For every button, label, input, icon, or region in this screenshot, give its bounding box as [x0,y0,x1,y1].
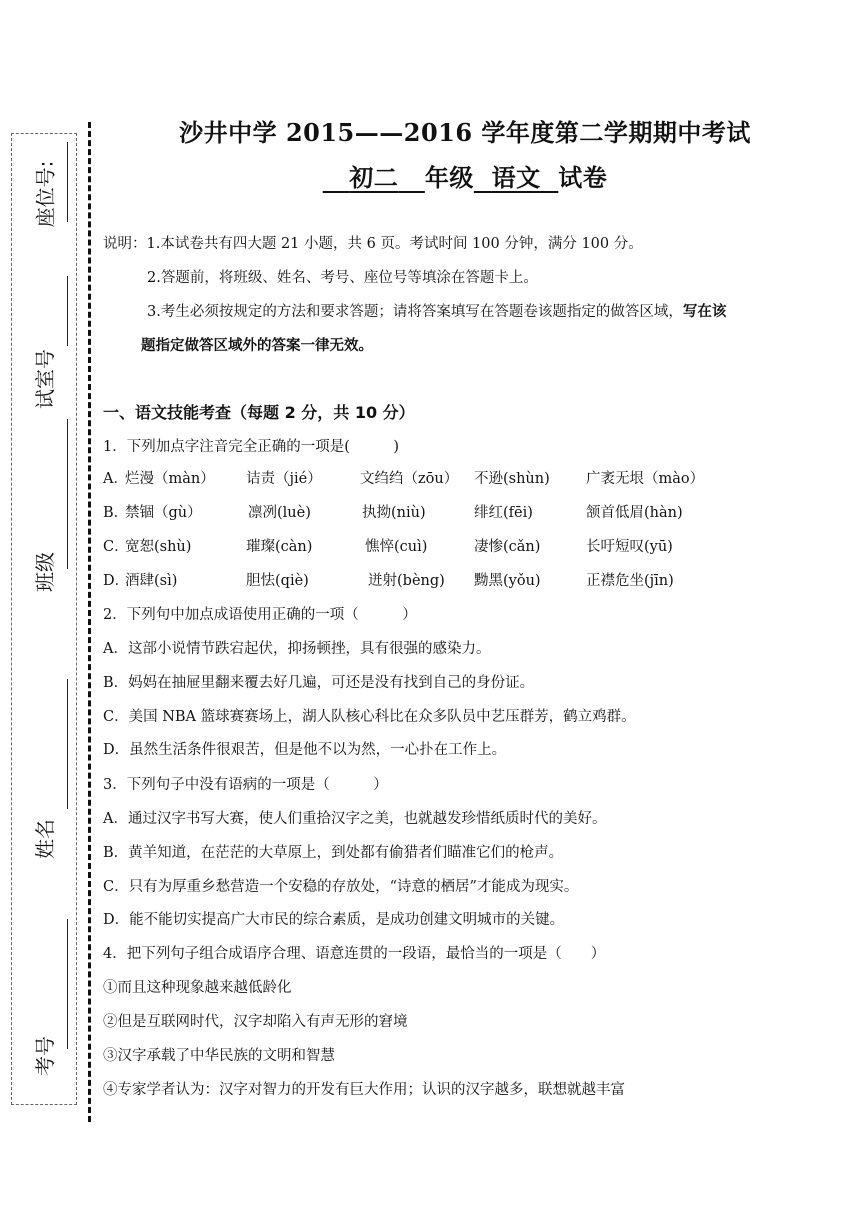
note-2: 2.答题前，将班级、姓名、考号、座位号等填涂在答题卡上。 [147,270,538,286]
grade-blank: 初二 [349,163,399,192]
q1-option-a: A． 烂漫（màn） 诘责（jié） 文绉绉（zōu） 不逊(shùn) 广袤无垠（mào） [103,471,705,487]
section-heading: 一、语文技能考查（每题 2 分，共 10 分） [103,403,415,422]
q4-sentence-3: ③汉字承载了中华民族的文明和智慧 [103,1048,335,1064]
q2-option-a: A．这部小说情节跌宕起伏，抑扬顿挫，具有很强的感染力。 [103,641,491,657]
subject-blank: 语文 [491,163,541,192]
note-3-cont: 题指定做答区域外的答案一律无效。 [141,337,373,354]
q2-option-c: C．美国 NBA 篮球赛赛场上，湖人队核心科比在众多队员中艺压群芳，鹤立鸡群。 [103,709,636,725]
q4-stem: 4．把下列句子组合成语序合理、语意连贯的一段语，最恰当的一项是（ ） [103,946,606,962]
q3-option-c: C．只有为厚重乡愁营造一个安稳的存放处，“诗意的栖居”才能成为现实。 [103,879,579,895]
exam-no-blank [67,919,68,1049]
note-1: 说明：1.本试卷共有四大题 21 小题，共 6 页。考试时间 100 分钟，满分 100 分。 [103,236,643,252]
cut-line [88,122,91,1122]
room-label: 试室号 [33,349,57,409]
exam-title: 沙井中学 2015——2016 学年度第二学期期中考试 [179,118,751,147]
room-blank [67,276,68,346]
q4-sentence-2: ②但是互联网时代，汉字却陷入有声无形的窘境 [103,1014,408,1030]
q4-sentence-4: ④专家学者认为：汉字对智力的开发有巨大作用；认识的汉字越多，联想就越丰富 [103,1082,625,1098]
name-label: 姓名 [33,819,57,859]
q1-option-b: B． 禁锢（gù） 凛冽(luè) 执拗(niù) 绯红(fēi) 颔首低眉(hàn) [103,505,683,521]
q3-option-d: D．能不能切实提高广大市民的综合素质，是成功创建文明城市的关键。 [103,912,565,928]
class-blank [67,419,68,569]
name-blank [67,679,68,809]
q1-option-d: D． 酒肆(sì) 胆怯(qiè) 迸射(bèng) 黝黑(yǒu) 正襟危坐(jīn) [103,573,674,589]
q2-option-d: D．虽然生活条件很艰苦，但是他不以为然，一心扑在工作上。 [103,742,507,758]
q3-option-b: B．黄羊知道，在茫茫的大草原上，到处都有偷猎者们瞄准它们的枪声。 [103,845,564,861]
q3-stem: 3．下列句子中没有语病的一项是（ ） [103,777,388,793]
q4-sentence-1: ①而且这种现象越来越低龄化 [103,980,292,996]
exam-no-label: 考号 [33,1036,57,1076]
exam-subtitle: 初二 年级 语文 试卷 [100,158,830,193]
seat-blank [67,142,68,222]
seat-label: 座位号: [33,160,58,228]
q2-stem: 2．下列句中加点成语使用正确的一项（ ） [103,607,417,623]
binding-strip [11,133,77,1105]
q3-option-a: A．通过汉字书写大赛，使人们重拾汉字之美，也就越发珍惜纸质时代的美好。 [103,811,607,827]
q2-option-b: B．妈妈在抽屉里翻来覆去好几遍，可还是没有找到自己的身份证。 [103,675,535,691]
q1-stem: 1．下列加点字注音完全正确的一项是( ) [103,439,400,455]
note-3: 3.考生必须按规定的方法和要求答题；请将答案填写在答题卷该题指定的做答区域，写在该 [147,303,727,320]
q1-option-c: C． 宽恕(shù) 璀璨(càn) 憔悴(cuì) 凄惨(cǎn) 长吁短叹(yū) [103,539,673,555]
class-label: 班级 [33,552,57,592]
